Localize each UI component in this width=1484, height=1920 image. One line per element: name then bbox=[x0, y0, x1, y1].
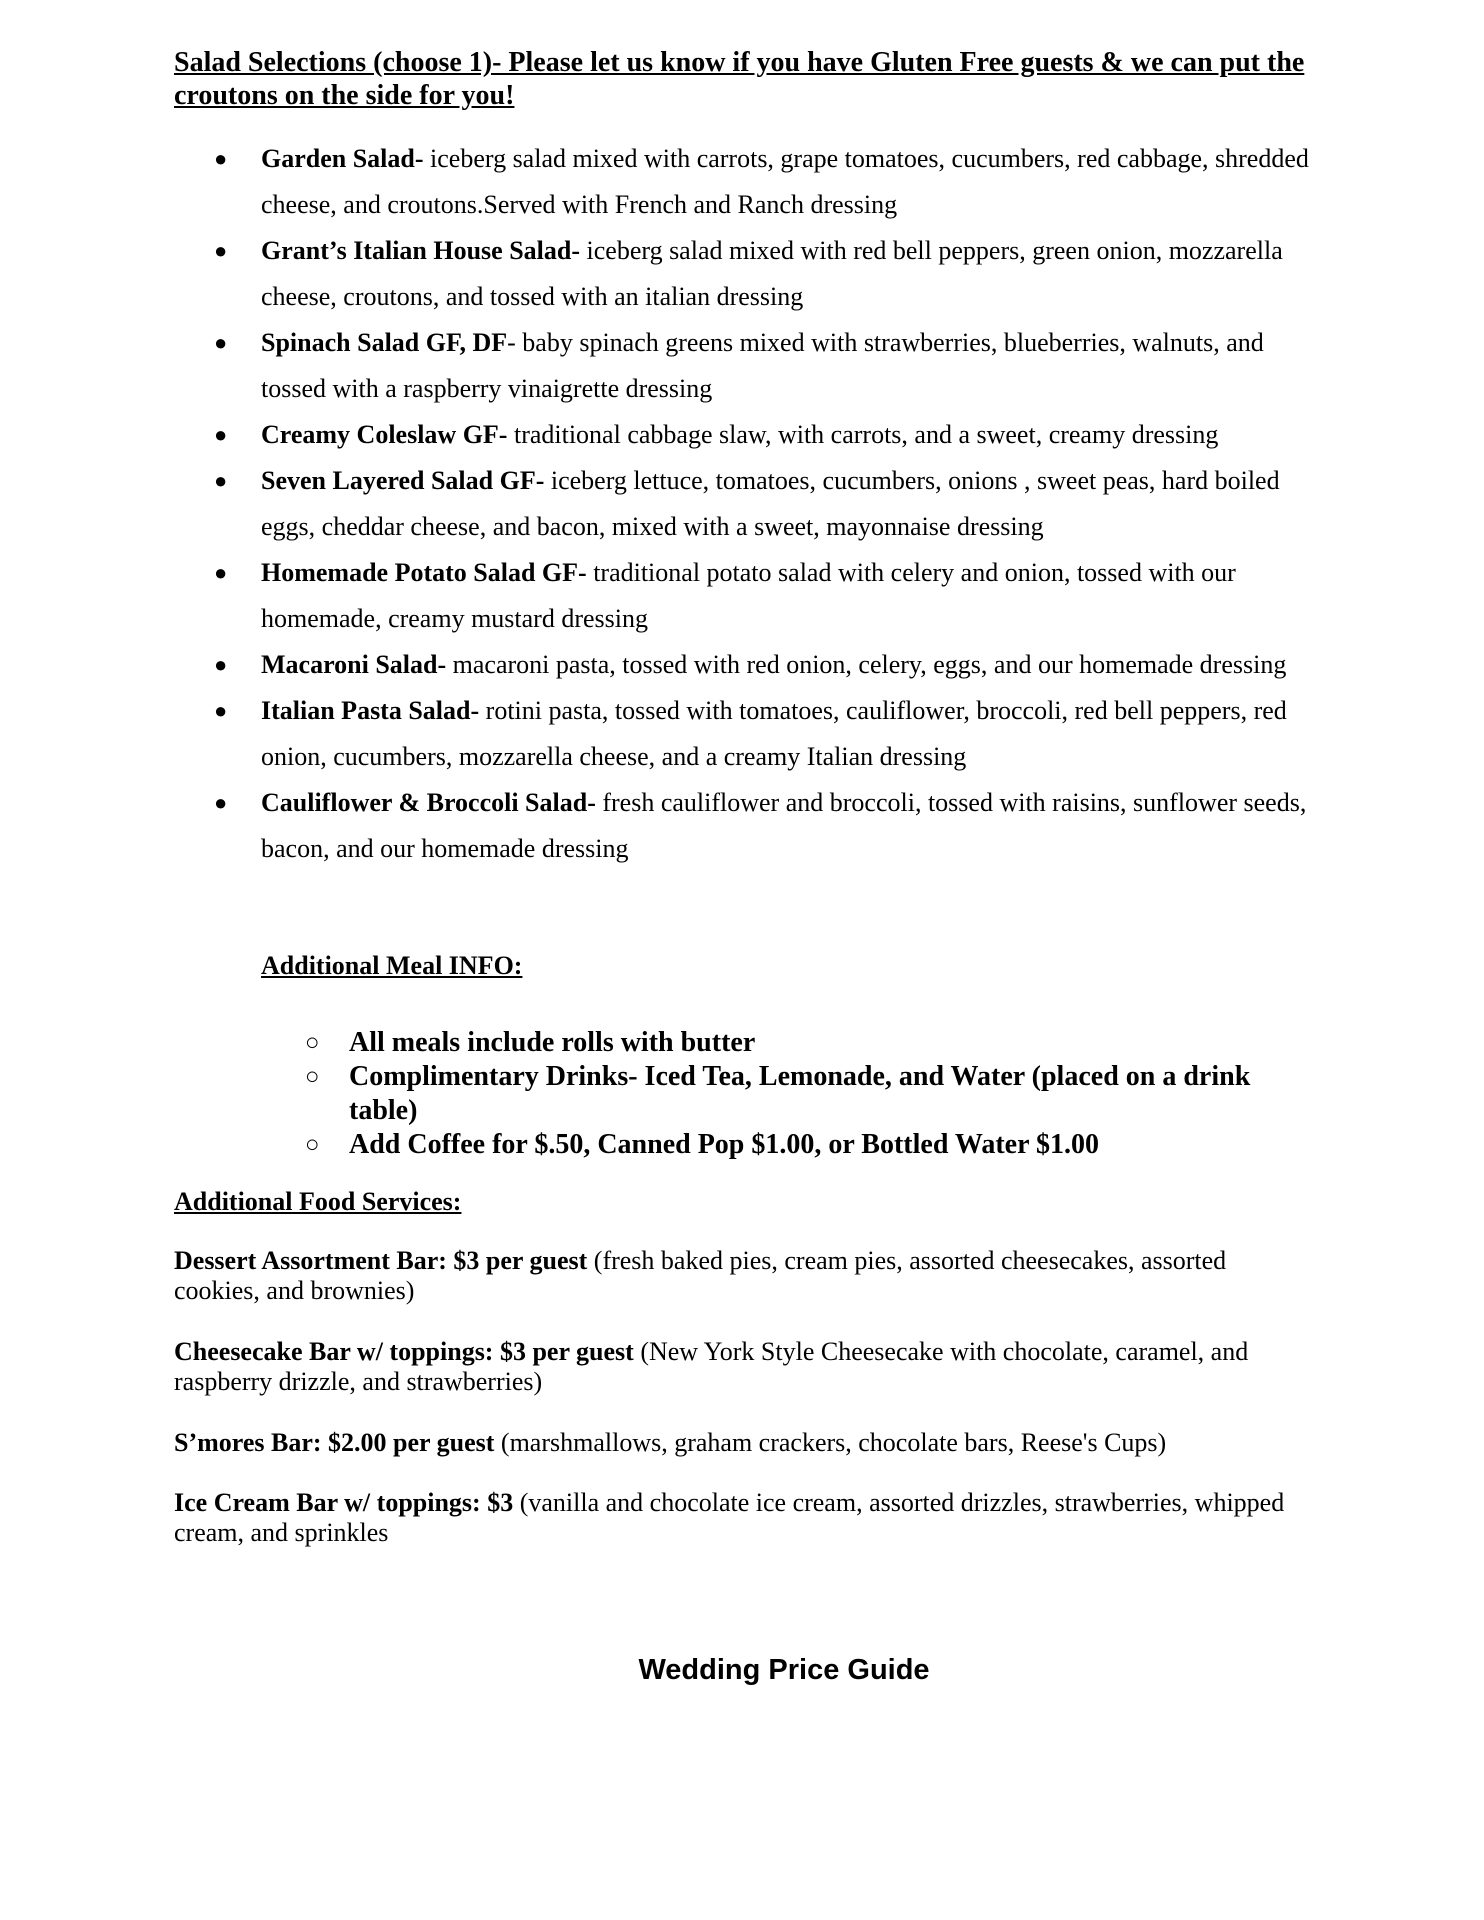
salad-description: - baby spinach greens mixed with strawberries, blueberries, walnuts, and tossed with a raspberry vinaigrette dressing bbox=[261, 328, 1264, 403]
meal-info-text: Add Coffee for $.50, Canned Pop $1.00, or Bottled Water $1.00 bbox=[349, 1129, 1100, 1160]
salad-name: Grant’s Italian House Salad- bbox=[261, 236, 581, 265]
service-label: Cheesecake Bar w/ toppings: $3 per guest bbox=[174, 1337, 634, 1366]
list-item bbox=[174, 642, 1314, 688]
salad-description: iceberg salad mixed with red bell peppers, green onion, mozzarella cheese, croutons, and tossed with an italian dressing bbox=[261, 236, 1283, 311]
service-cheesecake-bar bbox=[174, 1337, 1294, 1397]
circle-bullet-icon: ○ bbox=[305, 1132, 320, 1158]
salad-list bbox=[174, 136, 1314, 872]
service-description: (marshmallows, graham crackers, chocolate bars, Reese's Cups) bbox=[494, 1428, 1167, 1457]
bullet-icon: ● bbox=[214, 330, 228, 355]
salad-name: Macaroni Salad- bbox=[261, 650, 447, 679]
salad-description: iceberg salad mixed with carrots, grape tomatoes, cucumbers, red cabbage, shredded cheese, and croutons.Served with French and Ranch dressing bbox=[261, 144, 1309, 219]
salad-description: iceberg lettuce, tomatoes, cucumbers, onions , sweet peas, hard boiled eggs, cheddar cheese, and bacon, mixed with a sweet, mayonnaise dressing bbox=[261, 466, 1280, 541]
salad-description: traditional potato salad with celery and onion, tossed with our homemade, creamy mustard dressing bbox=[261, 558, 1236, 633]
list-item bbox=[261, 1128, 1321, 1162]
salad-description: macaroni pasta, tossed with red onion, celery, eggs, and our homemade dressing bbox=[446, 650, 1287, 679]
service-label: Dessert Assortment Bar: $3 per guest bbox=[174, 1246, 588, 1275]
salad-description: traditional cabbage slaw, with carrots, and a sweet, creamy dressing bbox=[507, 420, 1219, 449]
meal-info-text: All meals include rolls with butter bbox=[349, 1027, 756, 1058]
circle-bullet-icon: ○ bbox=[305, 1030, 320, 1056]
list-item bbox=[174, 550, 1314, 642]
salad-name: Creamy Coleslaw GF- bbox=[261, 420, 508, 449]
meal-info-title: Additional Meal INFO: bbox=[261, 951, 523, 980]
list-item bbox=[174, 228, 1314, 320]
bullet-icon: ● bbox=[214, 468, 228, 493]
salad-selections-heading: Salad Selections (choose 1)- Please let us know if you have Gluten Free guests & we can put the croutons on the side for you! bbox=[174, 47, 1305, 111]
salad-description: fresh cauliflower and broccoli, tossed with raisins, sunflower seeds, bacon, and our homemade dressing bbox=[261, 788, 1307, 863]
bullet-icon: ● bbox=[214, 652, 228, 677]
service-description: (vanilla and chocolate ice cream, assorted drizzles, strawberries, whipped cream, and sprinkles bbox=[174, 1488, 1285, 1547]
service-label: Ice Cream Bar w/ toppings: $3 bbox=[174, 1488, 514, 1517]
service-dessert-bar bbox=[174, 1246, 1294, 1306]
list-item bbox=[261, 1060, 1321, 1128]
bullet-icon: ● bbox=[214, 560, 228, 585]
salad-name: Italian Pasta Salad- bbox=[261, 696, 480, 725]
circle-bullet-icon: ○ bbox=[305, 1064, 320, 1090]
bullet-icon: ● bbox=[214, 146, 228, 171]
list-item bbox=[174, 136, 1314, 228]
bullet-icon: ● bbox=[214, 790, 228, 815]
bullet-icon: ● bbox=[214, 238, 228, 263]
list-item bbox=[174, 780, 1314, 872]
bullet-icon: ● bbox=[214, 698, 228, 723]
salad-name: Homemade Potato Salad GF- bbox=[261, 558, 587, 587]
food-services-title: Additional Food Services: bbox=[174, 1187, 462, 1216]
footer-title-text: Wedding Price Guide bbox=[638, 1654, 930, 1686]
list-item bbox=[261, 1026, 1321, 1060]
salad-name: Cauliflower & Broccoli Salad- bbox=[261, 788, 596, 817]
service-description: (fresh baked pies, cream pies, assorted cheesecakes, assorted cookies, and brownies) bbox=[174, 1246, 1227, 1305]
service-description: (New York Style Cheesecake with chocolate, caramel, and raspberry drizzle, and strawberries) bbox=[174, 1337, 1249, 1396]
meal-info-list bbox=[261, 1026, 1321, 1162]
bullet-icon: ● bbox=[214, 422, 228, 447]
list-item bbox=[174, 458, 1314, 550]
service-smores-bar bbox=[174, 1428, 1294, 1458]
service-label: S’mores Bar: $2.00 per guest bbox=[174, 1428, 495, 1457]
meal-info-text: Complimentary Drinks- Iced Tea, Lemonade, and Water (placed on a drink table) bbox=[349, 1061, 1251, 1126]
service-ice-cream-bar bbox=[174, 1488, 1294, 1548]
list-item bbox=[174, 412, 1314, 458]
salad-description: rotini pasta, tossed with tomatoes, cauliflower, broccoli, red bell peppers, red onion, cucumbers, mozzarella cheese, and a creamy Italian dressing bbox=[261, 696, 1287, 771]
wedding-price-guide-title bbox=[0, 1652, 1484, 1688]
list-item bbox=[174, 688, 1314, 780]
salad-name: Seven Layered Salad GF- bbox=[261, 466, 545, 495]
salad-name: Garden Salad- bbox=[261, 144, 424, 173]
list-item bbox=[174, 320, 1314, 412]
salad-name: Spinach Salad GF, DF bbox=[261, 328, 508, 357]
